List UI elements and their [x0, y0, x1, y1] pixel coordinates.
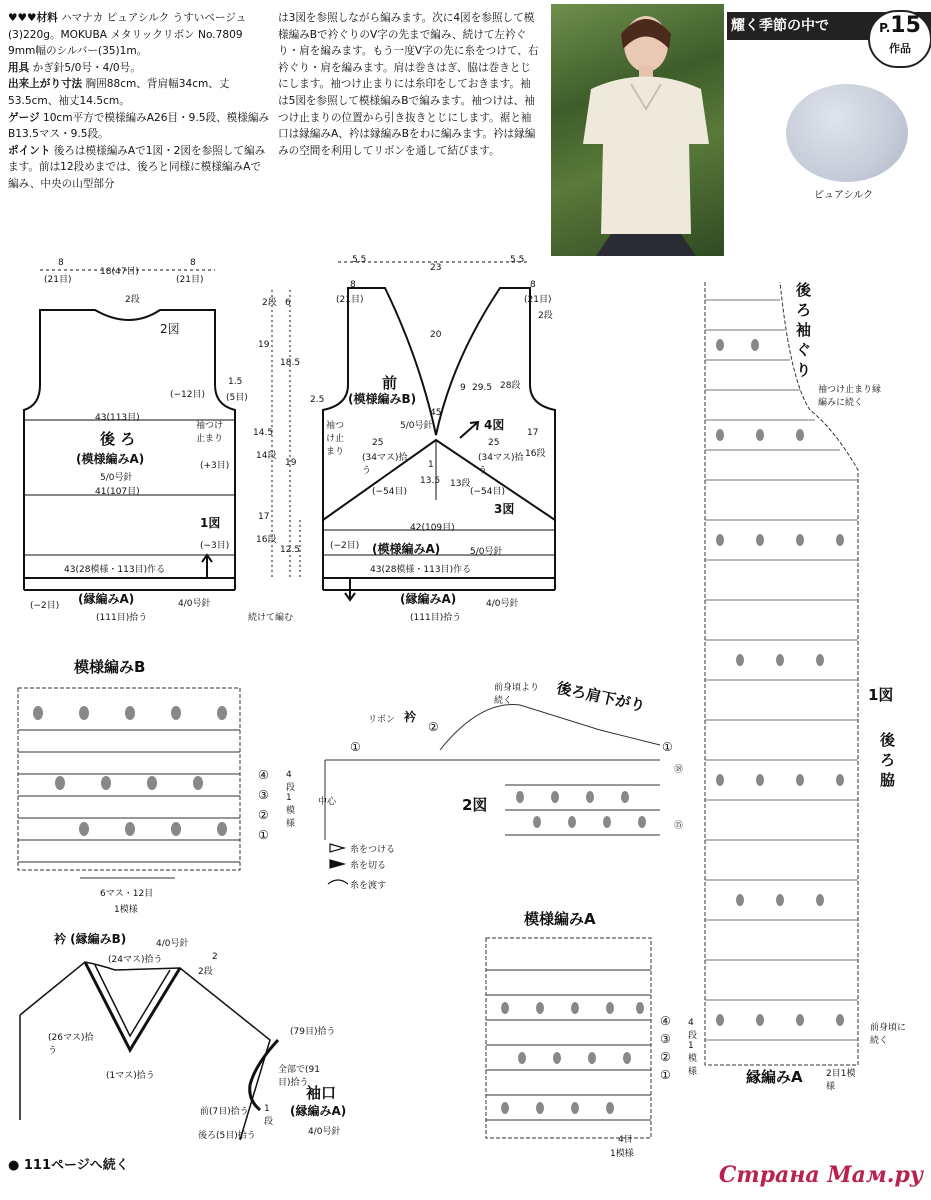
footer-continued: ● 111ページへ続く — [8, 1158, 129, 1173]
cuff-title: 袖口 — [306, 1084, 337, 1102]
dim-7: 19 — [285, 458, 297, 468]
dim-6: 14段 — [256, 451, 277, 461]
front-needleA: 5/0号針 — [470, 547, 503, 557]
front-h20: 20 — [430, 330, 442, 340]
front-fig3: 3図 — [494, 502, 515, 516]
back-edge-needle: 4/0号針 — [178, 599, 211, 609]
collar-d2b: 2 — [212, 952, 218, 962]
back-pattern: (模様編みA) — [76, 452, 145, 466]
back-p3: (+3目) — [200, 461, 230, 471]
dim-3: 19 — [258, 340, 270, 350]
back-neck: 2段 — [125, 295, 140, 305]
dim-5: 14.5 — [253, 428, 274, 438]
back-m12: (−12目) — [170, 390, 206, 400]
fig2-r18: ⑱ — [674, 765, 684, 775]
fig2-center: 中心 — [318, 797, 337, 807]
front-w8b2: (21目) — [524, 295, 552, 305]
page-badge: P.15 作品 — [868, 10, 931, 68]
instruction-key: ポイント — [8, 144, 51, 157]
fig2-r1: ① — [350, 740, 361, 754]
patternA-row4: ④ — [660, 1014, 671, 1028]
front-m2: (−2目) — [330, 541, 360, 551]
front-w25c: 25 — [488, 438, 500, 448]
back-w43: 43(113目) — [95, 413, 140, 423]
fig2-shoulder: 後ろ肩下がり — [555, 678, 647, 716]
front-d295: 29.5 — [472, 383, 493, 393]
instruction-value: 後ろは模様編みAで1図・2図を参照して編みます。前は12段めまでは、後ろと同様に模様編みAで編み、中央の山型部分 — [8, 144, 266, 190]
back-armhole: 袖つけ止まり — [196, 421, 224, 444]
fig2-title: 2図 — [462, 796, 488, 814]
back-cont: 続けて編む — [248, 613, 294, 623]
front-fig4: 4図 — [484, 418, 505, 432]
collar-side: (26マス)拾う — [48, 1033, 94, 1056]
front-w25b2: (34マス)拾う — [362, 453, 408, 476]
legend-cut: 糸を切る — [350, 861, 387, 871]
patternB-width: 6マス・12目 — [100, 889, 154, 899]
back-needle: 5/0号針 — [100, 473, 133, 483]
fig2-ribbon: リボン — [368, 715, 396, 725]
front-h17: 17 — [527, 428, 539, 438]
fig2-collar: 衿 — [404, 710, 417, 724]
patternB-repeat: 4段1模様 — [286, 770, 296, 829]
back-fig1: 1図 — [200, 516, 221, 530]
front-edge: (縁編みA) — [400, 592, 457, 606]
instruction-key: 用具 — [8, 61, 30, 74]
fig1-back-arm: 後ろ袖ぐり — [796, 281, 812, 379]
dim-10: 12.5 — [280, 545, 301, 555]
collar-needle: 4/0号針 — [156, 939, 189, 949]
front-w25a: 2.5 — [310, 395, 325, 405]
front-h135: 13.5 — [420, 476, 441, 486]
fig1-edgeA-note: 2目1模様 — [826, 1069, 856, 1092]
cuff-r1: 1段 — [264, 1104, 274, 1127]
patternA-width: 4目 — [618, 1135, 633, 1145]
back-h5: (5目) — [226, 393, 248, 403]
fig1-edge-join: 袖つけ止まり縁編みに続く — [818, 385, 882, 408]
front-h13: 13段 — [450, 479, 471, 489]
fig1-title: 1図 — [868, 686, 894, 704]
front-neck2: 2段 — [538, 311, 553, 321]
front-patA: (模様編みA) — [372, 542, 441, 556]
back-edge: (縁編みA) — [78, 592, 135, 606]
cuff-needle: 4/0号針 — [308, 1127, 341, 1137]
back-top-c2: (21目) — [176, 275, 204, 285]
patternB-row4: ④ — [258, 768, 269, 782]
collar-d2: 2段 — [198, 967, 213, 977]
instruction-value: 10cm平方で模様編みA26目・9.5段、模様編みB13.5マス・9.5段。 — [8, 111, 270, 141]
patternA-row2: ② — [660, 1050, 671, 1064]
patternA-one: 1模様 — [610, 1149, 634, 1159]
front-w8a: 8 — [350, 280, 356, 290]
front-needle: 5/0号針 — [400, 421, 433, 431]
fig1-edgeA: 縁編みA — [746, 1068, 803, 1086]
fig2-r2: ② — [428, 720, 439, 734]
patternA-title: 模様編みA — [524, 910, 596, 928]
front-armhole: 袖つけ止まり — [326, 421, 345, 457]
front-w111: (111目)拾う — [410, 613, 462, 623]
watermark: Страна Мам.ру — [718, 1162, 923, 1188]
patternA-row3: ③ — [660, 1032, 671, 1046]
collar-pick: (24マス)拾う — [108, 955, 163, 965]
legend-attach: 糸をつける — [350, 845, 396, 855]
front-edge-needle: 4/0号針 — [486, 599, 519, 609]
front-m54a: (−54目) — [372, 487, 408, 497]
legend-pass: 糸を渡す — [350, 881, 387, 891]
front-d28: 28段 — [500, 381, 521, 391]
front-w8a2: (21目) — [336, 295, 364, 305]
front-w23: 23 — [430, 263, 442, 273]
back-top-a: 8 — [58, 258, 64, 268]
instruction-value: かぎ針5/0号・4/0号。 — [32, 61, 141, 74]
instruction-key: ゲージ — [8, 111, 40, 124]
back-m3: (−3目) — [200, 541, 230, 551]
patternB-one: 1模様 — [114, 905, 138, 915]
back-h15: 1.5 — [228, 377, 243, 387]
back-top-c: 8 — [190, 258, 196, 268]
front-w25c2: (34マス)拾う — [478, 453, 524, 476]
front-w55a: 5.5 — [352, 255, 367, 265]
front-w45: 45 — [430, 408, 442, 418]
dim-9: 16段 — [256, 535, 277, 545]
instruction-value: 胸囲88cm、背肩幅34cm、丈53.5cm、袖丈14.5cm。 — [8, 78, 230, 107]
front-w25b: 25 — [372, 438, 384, 448]
patternB-row1: ① — [258, 828, 269, 842]
front-h1: 1 — [428, 460, 434, 470]
front-cast: 43(28模様・113目)作る — [370, 565, 472, 575]
cuff-b5: 後ろ(5目)拾う — [198, 1131, 256, 1141]
front-title: 前 — [382, 374, 398, 392]
section-header: 耀く季節の中で — [727, 12, 931, 40]
back-w111: (111目)拾う — [96, 613, 148, 623]
back-top-a2: (21目) — [44, 275, 72, 285]
collar-title: 衿 (縁編みB) — [54, 932, 127, 946]
back-title: 後 ろ — [100, 430, 136, 448]
front-d9: 9 — [460, 383, 466, 393]
front-m54b: (−54目) — [470, 487, 506, 497]
front-w42: 42(109目) — [410, 523, 455, 533]
cuff-p79: (79目)拾う — [290, 1027, 336, 1037]
front-w55b: 5.5 — [510, 255, 525, 265]
dim-2: 6 — [285, 298, 291, 308]
cuff-pattern: (縁編みA) — [290, 1104, 347, 1118]
dim-4: 18.5 — [280, 358, 301, 368]
fig2-cont: 前身頃より続く — [494, 683, 540, 706]
fig2-r15: ⑮ — [674, 821, 684, 831]
instruction-key: 出来上がり寸法 — [8, 78, 83, 91]
instructions-col2: は3図を参照しながら編みます。次に4図を参照して模様編みBで衿ぐりのV字の先まで編み、続けて左衿ぐり・肩を編みます。もう一度V字の先に糸をつけて、右衿ぐり・肩を編みます。肩は巻きはぎ、脇は巻きとじにします。袖つけ止まりには糸印をしておきます。袖は5図を参照して模様編みBで編みます。袖つけは、袖つけ止まりの位置から引き抜きとじにします。裾と袖口は縁編みA、衿は縁編みBをわに編みます。衿は縁編みの空間を利用してリボンを通して結びます。 — [278, 12, 539, 157]
fig1-back-side: 後ろ脇 — [880, 731, 896, 789]
patternA-repeat: 4段1模様 — [688, 1018, 698, 1077]
back-fig2: 2図 — [160, 322, 180, 336]
front-h16: 16段 — [525, 449, 546, 459]
back-cast: 43(28模様・113目)作る — [64, 565, 166, 575]
swatch-label: ピュアシルク — [814, 190, 874, 201]
dim-8: 17 — [258, 512, 270, 522]
instruction-value: ハマナカ ピュアシルク うすいベージュ(3)220g。MOKUBA メタリックリボン No.7809 9mm幅のシルバー(35)1m。 — [8, 12, 247, 58]
patternB-row3: ③ — [258, 788, 269, 802]
fig2-r1b: ① — [662, 740, 673, 754]
cuff-f7: 前(7目)拾う — [200, 1107, 249, 1117]
dim-1: 2段 — [262, 298, 277, 308]
front-w8b: 8 — [530, 280, 536, 290]
front-pattern: (模様編みB) — [348, 392, 417, 406]
back-m2a: (−2目) — [30, 601, 60, 611]
collar-tip: (1マス)拾う — [106, 1071, 155, 1081]
patternB-title: 模様編みB — [74, 658, 146, 676]
back-w41: 41(107目) — [95, 487, 140, 497]
instruction-key: ♥♥♥材料 — [8, 12, 58, 24]
back-top-b: 18(47目) — [100, 267, 139, 277]
cuff-all91: 全部で(91目)拾う — [278, 1065, 320, 1088]
fig1-front-cont: 前身頃に続く — [870, 1023, 907, 1046]
patternB-row2: ② — [258, 808, 269, 822]
patternA-row1: ① — [660, 1068, 671, 1082]
